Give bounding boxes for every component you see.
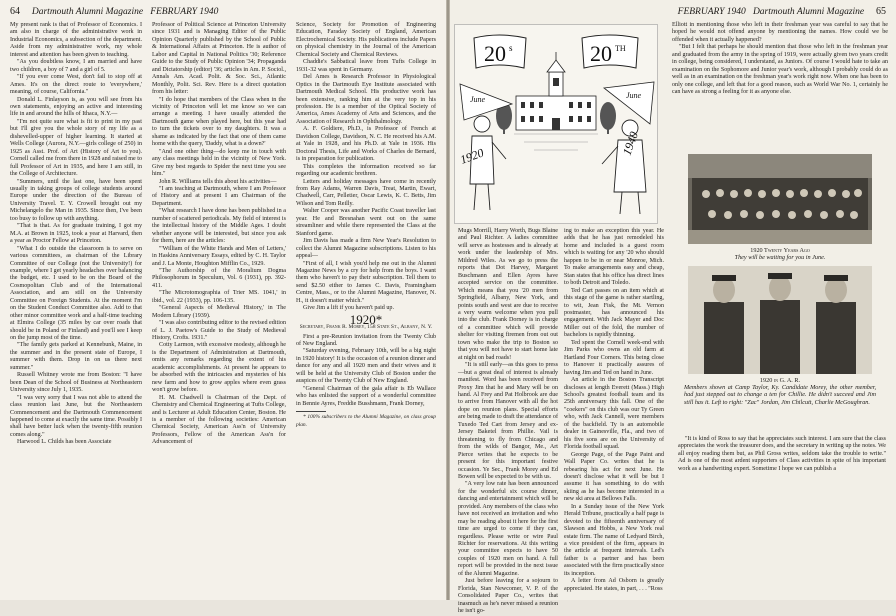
class-heading-1920: 1920* [349, 311, 383, 327]
paragraph: Cotty Larmon, with excessive modesty, although he is the Department of Administration at Dartmouth, omits any remarks regarding the extent of his academic accomplishments. At present he appears to be absorbed with the intricacies and mysteries of his new farm and how to grow apples where even grass won't grow before. [152, 342, 286, 394]
footnote: * 100% subscribers to the Alumni Magazine, on class group plan. [296, 414, 436, 428]
left-page [0, 0, 446, 600]
paragraph: Mugs Morrill, Harry Worth, Bugs Blaine and Paul Richter. A ladies committee will serve as hostesses and is already at work under the leadership of Mrs. Mildred Wiles. As we go to press the reports that Dot Harvey, Margaret Buschmann and Ellen Ayres have accepted service on the committee. Which means that you '20 men from Springfield, Albany, New York, and points south and west are due to receive a very warm welcome when you pull into the club. Frank Dorney is in charge of a committee which will provide shelter for visiting firemen from out out town who make the trip to Boston so that you will not have to start home late at night on bad roads! [458, 228, 558, 361]
photo-twenty-years-ago [688, 154, 872, 244]
reunion-cartoon [454, 24, 658, 224]
footnote-rule [296, 411, 326, 412]
right-column-3-bottom [678, 436, 886, 596]
paragraph: "What I do outside the classroom is to serve on various committees, as chairman of the Library Committee of our College (not the University!) for example, where I get yearly headaches over balancing the budget, etc. I used to be on the Board of the Cosmopolitan Club and of the International Association, and am still on the University Committee on Foreign Students. At the moment I'm on the Student Conduct Committee also. Add to that other minor committee work and a half-time teaching at Elmira College (35 miles by car over roads that should be in Poland or Finland) and you'll see I keep on the jump most of the time. [10, 245, 142, 342]
paragraph: Elliott in mentioning those who left in their freshman year was careful to say that he hoped he would not offend anyone by mentioning the names. How could we be offended when it actually happened? [672, 22, 888, 43]
paragraph: ing to make an exception this year. He adds that he has just remodeled his home and included is a guest room which is waiting for any '20 who should happen to be in or near Monroe, Mich. To make arrangements easy and cheap, Stan states that his office has direct lines to both Detroit and Toledo. [564, 228, 664, 287]
paragraph: My present rank is that of Professor of Economics. I am also in charge of the administrative work in Industrial Economics, a subsection of the department. Aside from my administrative work, my whole interest and attention has been given to teaching. [10, 22, 142, 58]
paragraph: George Page, of the Page Paint and Wall Paper Co. writes that he is rebearing his act for next June. He doesn't disclose what it will be but I assume it has something to do with skiing as he has become interested in a new ski area at Bellows Falls. [564, 451, 664, 503]
paragraph: H. M. Chadwell is Chairman of the Dept. of Chemistry and Chemical Engineering at Tufts College, and is Lecturer at Adult Education Center, Boston. He is a member of the following societies: American Chemical Society, American Ass'n of University Professors, Fellow of the American Ass'n for Advancement of [152, 394, 286, 446]
paragraph: Give Jim a lift if you haven't paid up. [303, 305, 394, 312]
group-photo-1920 [688, 154, 872, 244]
paragraph: "It is kind of Ross to say that he appreciates such interest. I am sure that the class appreciates the work the treasurer does, and the secretary in writing up the notes. We all enjoy reading them but, as Phil Gross writes, seldom take the trouble to write." Ad is one of the most ardent supporters of Class activities in spite of his important work as a handwriting expert. Sometime I hope we can publish a [678, 436, 886, 472]
paragraph: Russell Whitney wrote me from Boston: "I have been Dean of the School of Business at Northeastern University since July 1, 1935. [10, 372, 142, 394]
paragraph: "Summers, until the last one, have been spent usually in taking groups of college students around Europe under the direction of the Bureau of University Travel. T. Y. Crowell brought out my Michelangelo the Man in 1935. Since then, I've been too busy to follow up with anything. [10, 178, 142, 222]
paragraph: Ted Cart passes on an item which at this stage of the game is rather startling, to wit, Jean Fisk, the Mt. Vernon postmaster, has announced his engagement. With Jack Mayer and Doc Miller out of the fold, the number of bachelors is rapidly thinning. [564, 287, 664, 339]
right-page-number: 65 [876, 6, 886, 17]
left-running-head [10, 6, 218, 17]
paragraph: "General Chairman of the gala affair is Eb Wallace who has enlisted the support of a wonderful committee in Bennie Ayres, Freddie Busshmann, Frank Dorney, [296, 385, 436, 407]
right-magazine-title: Dartmouth Alumni Magazine [752, 7, 865, 17]
paragraph: Del Ames is Research Professor in Physiological Optics in the Dartmouth Eye Institute associated with Dartmouth Medical School. His productive work has been extensive, ranking him at the very top in his profession. He is a member of the Optical Society of America, Ames Academy of Arts and Sciences, and the Association of Research in Ophthalmology. [296, 74, 436, 125]
class-secretary-line: Secretary, Frank R. Morey, 158 State St., Albany, N. Y. [299, 324, 433, 331]
paragraph: This completes the information received so far regarding our academic brethren. [296, 163, 436, 178]
paragraph: In a Sunday issue of the New York Herald Tribune, practically a half page is devoted to the fifteenth anniversary of Slawson and Hobbs, a New York real estate firm. The name of Ledyard Birch, a vice president of the firm, appears in the article at frequent intervals. Led's father is a partner and has been associated with the firm practically since its inception. [564, 503, 664, 577]
paragraph: "I'm not quite sure what is fit to print in my past but I'll give you the whole story of my life as a dishevelled-upper of higher learning. It started at Wells College (Aurora, N.Y.—girls college of 250) in 1925 as Asst. Prof. of Art (History of Art to you). Cornell called me from there in 1928 and raised me to full Professor of Art in 1935, and here I am still, in the College of Architecture. [10, 118, 142, 178]
paragraph: Jim Davis has made a firm New Year's Resolution to collect the Alumni Magazine subscriptions. Listen to his appeal— [296, 238, 436, 260]
label-20th-sup: TH [615, 44, 626, 53]
paragraph: Ted spent the Cornell week-end with Jim Parks who owns an old farm at Hartland Four Corners. This being close to Hanover it practically assures of having Jim and Ted on hand in June. [564, 339, 664, 376]
paragraph: "But I felt that perhaps he should mention that those who left in the freshman year and graduated from the army in the spring of 1919, were actually given two years credit in college, being considered, I understand, as Juniors. Of course I would hate to take an examination on the Sophomore and Junior year's work, although I probably could do as well as in an examination on the freshman year's work right now. When one has been to only one college, and left that for a good reason, such as World War No. 1, certainly he can have as strong a feeling for it as anyone else. [672, 44, 888, 96]
right-issue-date: FEBRUARY 1940 [677, 7, 746, 17]
paragraph: Just before leaving for a sojourn to Florida, Stan Newcomer, V. P. of the Consolidated Paper Co., writes that inasmuch as he's never missed a reunion he isn't go- [458, 578, 558, 615]
label-20th: 20 [590, 41, 612, 66]
photo1-caption-title: 1920 Twenty Years Ago [750, 247, 810, 254]
paragraph: "I do hope that members of the Class when in the vicinity of Princeton will let me know so we can arrange a meeting. I have usually attended the Dartmouth game when played here, but this year had to turn the tickets over to my daughters. It was a shame as indicated by the fact that one of them came home with the query, 'Daddy, what is a down?' [152, 96, 286, 148]
june-left: June [470, 95, 486, 104]
photo1-caption-text: They will be waiting for you in June. [734, 254, 826, 262]
paragraph: "Saturday evening, February 10th, will be a big night in 1920 history! It is the occasion of a reunion dinner and dance for any and all 1920 men and their wives and it will be held at the University Club of Boston under the auspices of the Twenty Club of New England. [296, 348, 436, 385]
photo1-caption [682, 247, 878, 261]
cartoon-drawing [454, 24, 658, 224]
paragraph: "First of all, I wish you'd help me out in the Alumni Magazine News by a cry for help from the boys. I want them who haven't to pay their subscription. Tell them to send $2.50 either to James C. Davis, Framingham Centre, Mass., or to the Alumni Magazine, Hanover, N. H., it doesn't matter which." [296, 260, 436, 304]
year-left: 1920 [458, 145, 486, 167]
photo-gar [688, 266, 872, 374]
banner-20th [582, 35, 638, 68]
paragraph: A. F. Goldiere, Ph.D., is Professor of French at Davidson College, Davidson, N. C. He received his A.M. at Yale in 1928, and his Ph.D. at Yale in 1936. His Doctoral Thesis, Life and Works of Charles de Bernard, is in preparation for publication. [296, 126, 436, 163]
paragraph: "That is that. As for graduate training, I got my M.A. at Brown in 1925, took a year at Harvard, then a year as Proctor Fellow at Princeton. [10, 223, 142, 245]
paragraph: Walter Cooper was another Pacific Coast traveller last year. He and Bresnahan went out on the same streamliner and while there represented the Class at the Stanford game. [296, 208, 436, 237]
left-column-2 [152, 22, 286, 596]
paragraph: "General Aspects of Medieval History,' in The Modern Library (1939). [152, 305, 286, 319]
paragraph: Chaddie's Sabbatical leave from Tufts College in 1931-32 was spent in Germany. [296, 59, 436, 73]
paragraph: Donald L. Finlayson is, as you will see from his own statements, enjoying an active and interesting life in and around the hills of Ithaca, N.Y.— [10, 96, 142, 118]
paragraph: Harwood L. Childs has been Associate [17, 439, 112, 446]
june-right: June [626, 91, 642, 100]
paragraph: Letters and holiday messages have come in recently from Ray Adams, Warren Davis, Treat, Martin, Ewart, Chadwell, Carr, Pelletier, Oscar Lewis, K. C. Betts, Jim Wilson and Tom Reilly. [296, 178, 436, 207]
paragraph: Professor of Political Science at Princeton University since 1931 and is Managing Editor of the Public Opinion Quarterly published by the School of Public & International Affairs at Princeton. He is author of Labor and Capital in National Politics '30; Reference Guide to the Study of Public Opinion '34; Propaganda and Dictatorship (editor) '36; articles in Am. P. Sociol., Annals Am. Acad. Polit. & Soc. Sci., Atlantic Monthly, Polit. Sci. Rev. Here is a direct quotation from his letter: [152, 22, 286, 96]
right-column-3-top [672, 22, 888, 150]
paragraph: "The Authorship of the Moralium Dogma Philosophorum in Speculum, Vol. 6 (1931), pp. 392-411. [152, 267, 286, 289]
year-right: 1940 [619, 129, 642, 158]
photo2-caption-text: Members shown at Camp Taylor, Ky. Candidate Morey, the other member, had just stepped out to change a ten for Chillie. He didn't succeed and Jim still has it. Left to right: "Zac" Jordan, Jim Chilcutt, Charlie McGoughran. [684, 384, 876, 406]
paragraph: "I was very sorry that I was not able to attend the class reunion last June, but the Northeastern Commencement and the Dartmouth Commencement happened to come at exactly the same time. Possibly I shall have better luck when the twenty-fifth reunion comes along." [10, 394, 142, 438]
right-column-2 [564, 228, 664, 596]
photo2-caption-title: 1920 in G. A. R. [759, 377, 801, 384]
paragraph: "If you ever come West, don't fail to stop off at Ames. It's on the direct route to 'everywhere,' meaning, of course, California." [10, 74, 142, 96]
three-soldiers-photo [688, 266, 872, 374]
photo2-caption [684, 377, 876, 406]
left-column-3 [296, 22, 436, 596]
paragraph: Science, Society for Promotion of Engineering Education, Faraday Society of England, American Electrochemical Society. His publications include Papers on physical chemistry in the Journal of the American Chemical Society and Chemical Reviews. [296, 22, 436, 58]
paragraph: An article in the Boston Transcript discloses at length Everett (Mass.) High School's greatest football team and its 25th anniversary this fall. One of the "coekers" on this club was our Ty Green who, with Jack Cannell, were members of the backfield. Ty is an automobile dealer in Gainesville, Fla., and two of his five sons are on the University of Florida football squad. [564, 377, 664, 451]
paragraph: A letter from Ad Osborn is greatly appreciated. He states, in part, . . . "Ross [564, 578, 664, 592]
paragraph: "It is still early—as this goes to press—but a great deal of interest is already manifest. Word has been received from Proxy Jim that he and Mary will be on hand. Al Frey and Pat Holbrook are due to arrive from Hanover with all the hot dope on reunion plans. Special efforts are being made to draft the attendance of Tuxedo Ted Cart from Jersey and ex-Jersey Baketel from Phillie. Vail is threatening to fly from Chicago and from the wilds of Bangor, Me., Art Pierce writes that he expects to be present for this important festive occasion. Ye Sec., Frank Morey and Ed Bowen will be expected to be with us. [458, 362, 558, 480]
right-running-head [678, 6, 886, 17]
right-column-1 [458, 228, 558, 615]
right-page [450, 0, 896, 615]
paragraph: "And one other thing—do keep me in touch with any class meetings held in the vicinity of New York. Give my best regards to Spider the next time you see him." [152, 148, 286, 178]
left-column-1 [10, 22, 142, 596]
paragraph: "As you doubtless know, I am married and have two children, a boy of 7 and a girl of 5. [10, 59, 142, 73]
paragraph: "I am teaching at Dartmouth, where I am Professor of History and at present I am Chairman of the Department. [152, 185, 286, 207]
paragraph: "The Microtomographia of Trier MS. 1041,' in ibid., vol. 22 (1933), pp. 106-135. [152, 290, 286, 304]
left-issue-date: FEBRUARY 1940 [150, 7, 219, 17]
left-magazine-title: Dartmouth Alumni Magazine [31, 7, 144, 17]
paragraph: John R. Williams tells this about his activities— [159, 178, 277, 185]
paragraph: "What research I have done has been published in a number of scattered periodicals. My field of interest is the intellectual history of the Middle Ages. I doubt whether anyone will be interested, but since you ask for them, here are the articles: [152, 208, 286, 245]
label-20s-sup: s [509, 43, 513, 53]
paragraph: First a pre-Reunion invitation from the Twenty Club of New England. [296, 333, 436, 348]
banner-20s [474, 35, 526, 68]
paragraph: "'William of the White Hands and Men of Letters,' in Haskins Anniversary Essays, edited by C. H. Taylor and J. La Monte, Houghton Mifflin Co., 1929. [152, 245, 286, 267]
paragraph: "A very low rate has been announced for the wonderful six course dinner, dancing and entertainment which will be provided. Any members of the class who have not received an invitation and who may be reading about it here for the first time are urged to come if they can, regardless. Please write or wire Paul Richter for reservations. At this writing your committee expects to have 50 couples of 1920 men on hand. A full report will be provided in the next issue of the Alumni Magazine. [458, 481, 558, 577]
paragraph: "I was also contributing editor to the revised edition of L. J. Paetow's Guide to the Study of Medieval History, Crofts. 1931." [152, 320, 286, 342]
left-page-number: 64 [10, 6, 20, 17]
label-20s: 20 [484, 41, 506, 66]
paragraph: "The family gets parked at Kennebunk, Maine, in the summer and in the present state of Europe, I summer with them. Drop in on us there next summer." [10, 342, 142, 371]
